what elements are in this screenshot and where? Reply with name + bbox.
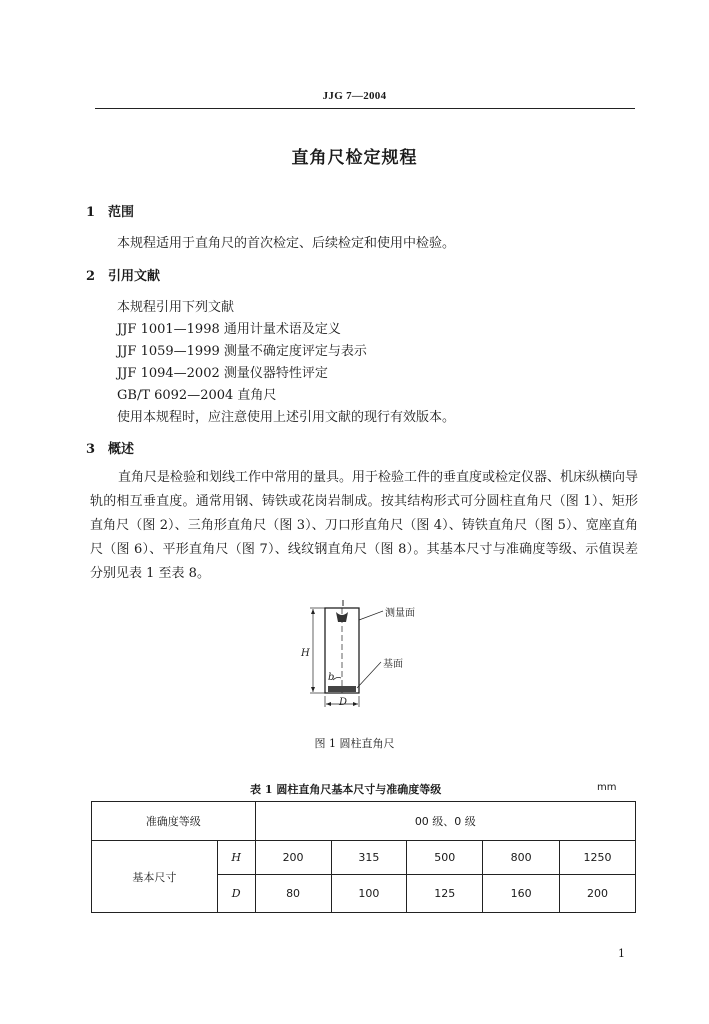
reference-line: 本规程引用下列文献	[117, 300, 235, 315]
header-rule	[95, 108, 635, 109]
reference-line: JJF 1059—1999 测量不确定度评定与表示	[117, 344, 367, 359]
symbol-cell: H	[217, 841, 255, 875]
table-row	[92, 841, 636, 875]
cylinder-square-figure	[295, 600, 445, 710]
section-1-title: 范围	[108, 205, 135, 220]
section-3-heading	[86, 438, 134, 457]
table-cell: 80	[255, 875, 331, 913]
table-cell: 200	[560, 875, 636, 913]
section-2-number: 2	[86, 269, 96, 284]
page-number: 1	[618, 947, 625, 960]
section-2-heading	[86, 265, 160, 284]
section-3-title: 概述	[108, 442, 135, 457]
table-cell: 160	[483, 875, 560, 913]
dimension-d-label: D	[339, 697, 348, 708]
figure-caption: 图 1 圆柱直角尺	[314, 737, 395, 750]
page-title: 直角尺检定规程	[291, 148, 418, 168]
grade-value-cell: 00 级、0 级	[255, 802, 635, 841]
section-2-title: 引用文献	[108, 269, 161, 284]
reference-line: JJF 1094—2002 测量仪器特性评定	[117, 366, 328, 381]
table-cell: 100	[331, 875, 407, 913]
dimension-h-label: H	[301, 648, 310, 659]
table-cell: 1250	[560, 841, 636, 875]
section-1-number: 1	[86, 205, 96, 220]
section-1-text: 本规程适用于直角尺的首次检定、后续检定和使用中检验。	[117, 236, 456, 251]
dimension-b-label: b	[328, 672, 335, 683]
table-row	[92, 802, 636, 841]
table-1	[91, 801, 636, 913]
size-label-cell: 基本尺寸	[92, 841, 218, 913]
table-caption: 表 1 圆柱直角尺基本尺寸与准确度等级	[250, 783, 442, 796]
section-1-heading	[86, 201, 134, 220]
table-cell: 800	[483, 841, 560, 875]
base-face-label: 基面	[383, 659, 403, 670]
reference-line: 使用本规程时，应注意使用上述引用文献的现行有效版本。	[117, 410, 456, 425]
table-unit: mm	[597, 782, 617, 793]
running-header: JJG 7—2004	[322, 90, 387, 102]
section-3-paragraph: 直角尺是检验和划线工作中常用的量具。用于检验工件的垂直度或检定仪器、机床纵横向导轨的相互垂直度。通常用钢、铸铁或花岗岩制成。按其结构形式可分圆柱直角尺（图 1）、矩形直角尺（图 2）、三角形直角尺（图 3）、刀口形直角尺（图 4）、铸铁直角尺（图 5）、宽座直角尺（图 6）、平形直角尺（图 7）、线纹钢直角尺（图 8）。其基本尺寸与准确度等级、示值误差分别见表 1 至表 8。	[90, 470, 639, 581]
section-3-number: 3	[86, 442, 96, 457]
reference-line: JJF 1001—1998 通用计量术语及定义	[117, 322, 341, 337]
grade-label-cell: 准确度等级	[92, 802, 256, 841]
table-cell: 500	[407, 841, 483, 875]
reference-line: GB/T 6092—2004 直角尺	[117, 388, 277, 403]
table-cell: 315	[331, 841, 407, 875]
table-cell: 200	[255, 841, 331, 875]
table-cell: 125	[407, 875, 483, 913]
measuring-face-label: 测量面	[385, 608, 415, 619]
symbol-cell: D	[217, 875, 255, 913]
